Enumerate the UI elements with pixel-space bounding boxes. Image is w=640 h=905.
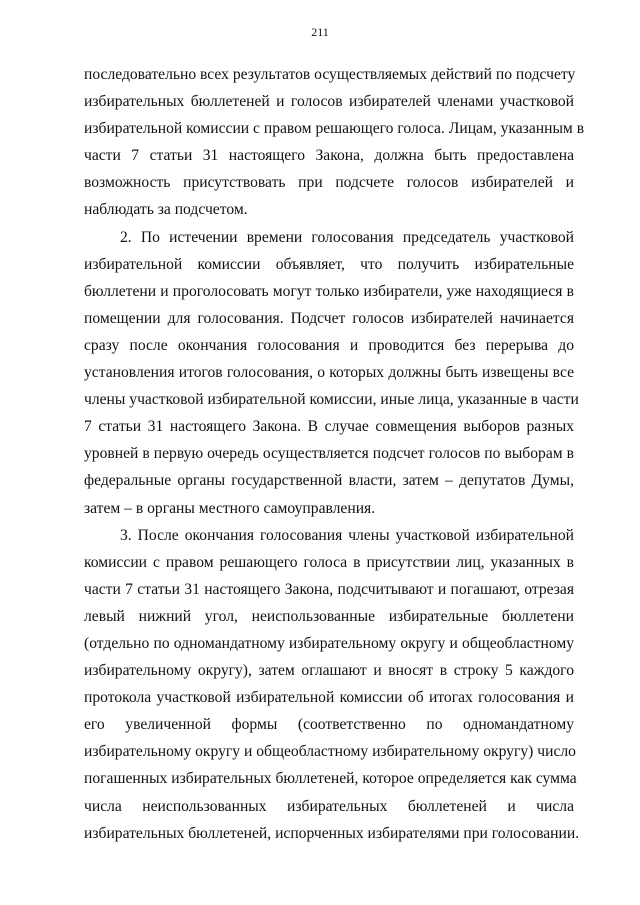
text-line: сразу после окончания голосования и проводится без перерыва до (84, 336, 574, 354)
text-line: 7 статьи 31 настоящего Закона. В случае совмещения выборов разных (84, 418, 574, 436)
text-line: возможность присутствовать при подсчете голосов избирателей и (84, 174, 574, 192)
text-line: федеральные органы государственной власти, затем – депутатов Думы, (84, 472, 574, 490)
paragraph-3 (84, 522, 580, 847)
text-line: части 7 статьи 31 настоящего Закона, подсчитывают и погашают, отрезая (84, 580, 574, 598)
text-line: избирательной комиссии с правом решающего голоса. Лицам, указанным в (84, 120, 585, 138)
text-line: избирательных бюллетеней и голосов избирателей членами участковой (84, 93, 574, 111)
text-line: установления итогов голосования, о которых должны быть извещены все (84, 364, 574, 382)
text-line: протокола участковой избирательной комиссии об итогах голосования и (84, 689, 574, 707)
text-line: избирательной комиссии объявляет, что получить избирательные (84, 255, 574, 273)
text-line: 3. После окончания голосования члены участковой избирательной (120, 526, 574, 544)
body-text (84, 61, 585, 847)
text-line: избирательному округу), затем оглашают и вносят в строку 5 каждого (84, 662, 574, 680)
text-line: затем – в органы местного самоуправления. (84, 499, 376, 517)
text-line: комиссии с правом решающего голоса в присутствии лиц, указанных в (84, 553, 574, 571)
text-line: избирательных бюллетеней, испорченных избирателями при голосовании. (84, 824, 580, 842)
text-line: члены участковой избирательной комиссии, иные лица, указанные в части (84, 391, 579, 409)
page-number: 211 (311, 25, 329, 39)
text-line: избирательному округу и общеобластному избирательному округу) число (84, 743, 576, 761)
paragraph-continuation (84, 61, 585, 224)
text-line: последовательно всех результатов осуществляемых действий по подсчету (84, 66, 576, 83)
text-line: части 7 статьи 31 настоящего Закона, должна быть предоставлена (84, 147, 574, 165)
text-line: помещении для голосования. Подсчет голосов избирателей начинается (84, 309, 574, 327)
paragraph-2 (84, 224, 579, 522)
text-line: числа неиспользованных избирательных бюллетеней и числа (84, 797, 574, 815)
text-line: бюллетени и проголосовать могут только избиратели, уже находящиеся в (84, 282, 574, 300)
text-line: 2. По истечении времени голосования председатель участковой (120, 228, 574, 246)
text-line: наблюдать за подсчетом. (84, 201, 248, 219)
text-line: его увеличенной формы (соответственно по одномандатному (84, 716, 574, 734)
text-line: левый нижний угол, неиспользованные избирательные бюллетени (84, 607, 574, 625)
text-line: уровней в первую очередь осуществляется подсчет голосов по выборам в (84, 445, 574, 463)
text-line: (отдельно по одномандатному избирательному округу и общеобластному (84, 634, 574, 652)
text-line: погашенных избирательных бюллетеней, которое определяется как сумма (84, 770, 577, 788)
